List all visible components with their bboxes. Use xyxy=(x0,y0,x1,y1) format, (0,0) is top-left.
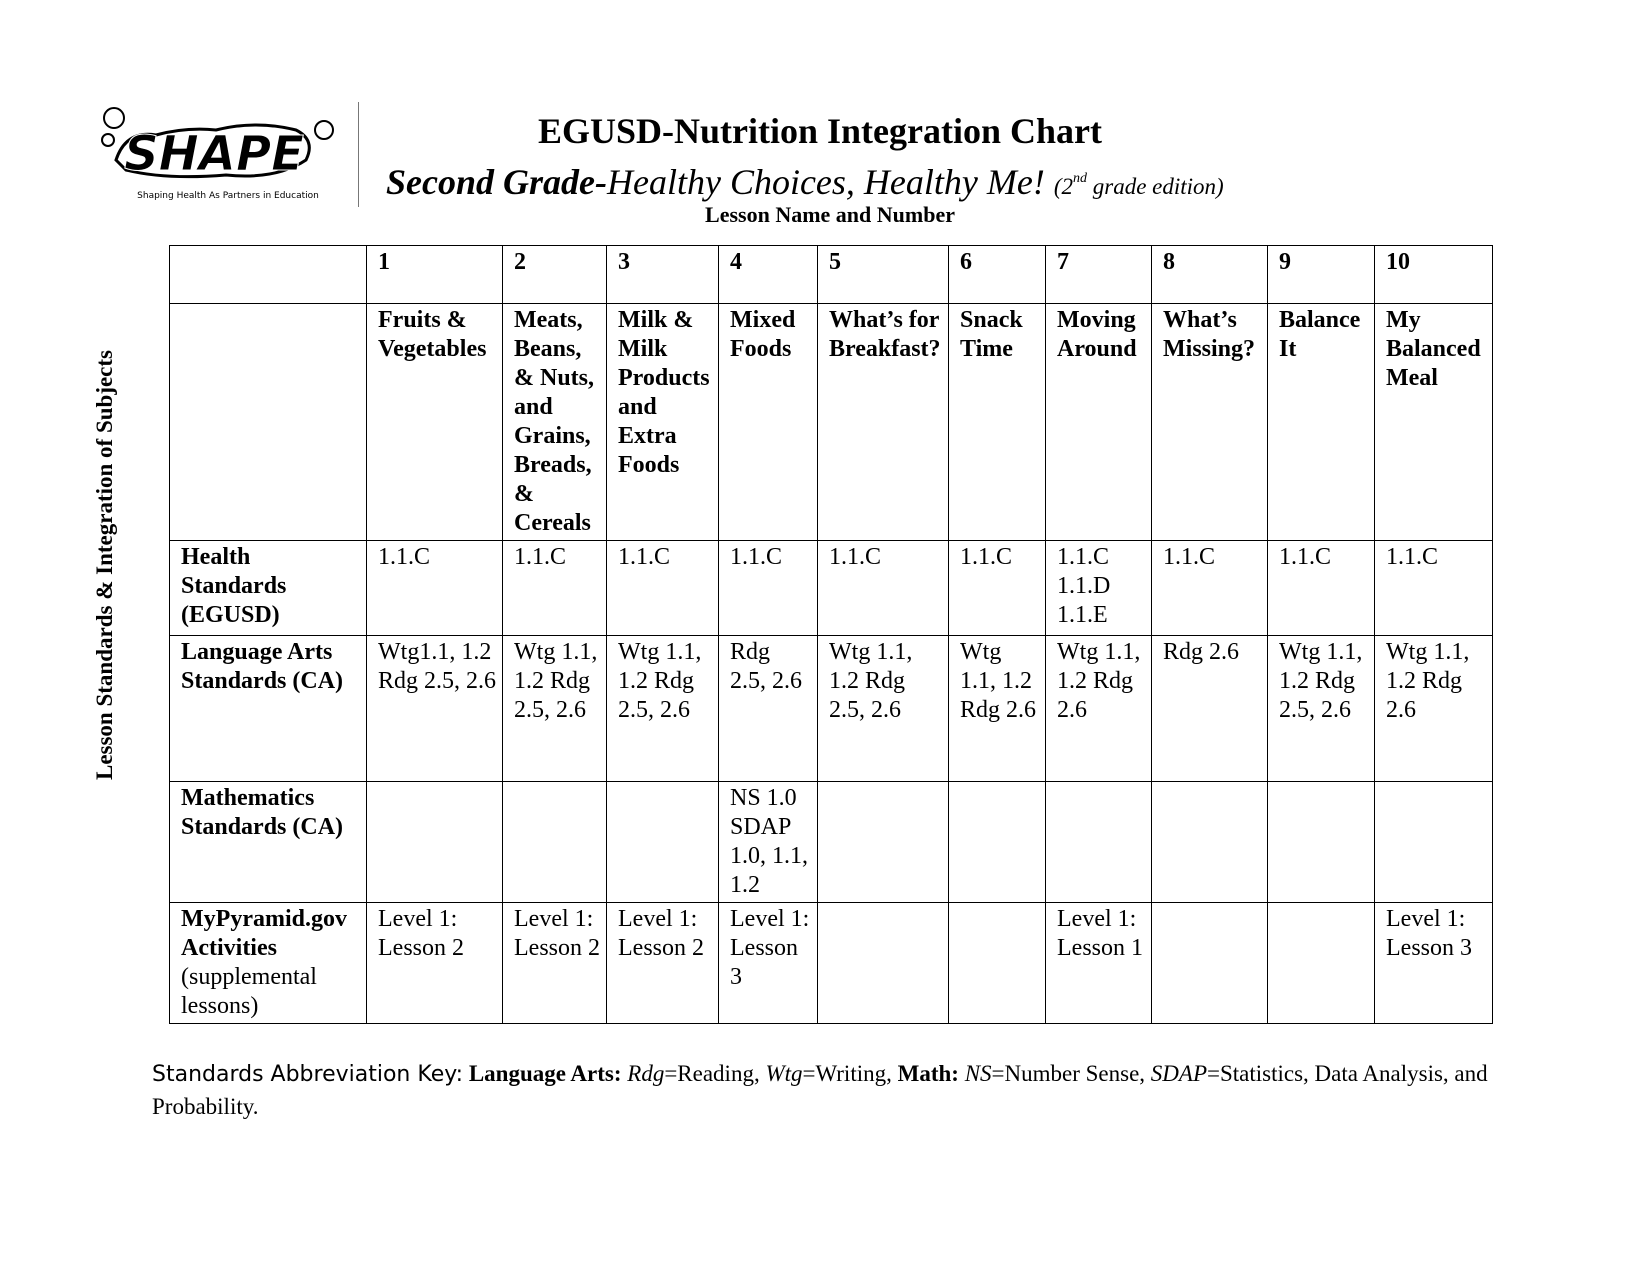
lesson-name: Fruits & Vegetables xyxy=(367,304,503,541)
lesson-heading: Lesson Name and Number xyxy=(705,202,955,227)
mypyramid-cell: Level 1: Lesson 2 xyxy=(503,903,607,1024)
lesson-number: 8 xyxy=(1152,246,1268,304)
key-ns-text: =Number Sense, xyxy=(991,1061,1151,1086)
subtitle-theme: Healthy Choices, Healthy Me! xyxy=(606,162,1045,202)
language-arts-cell: Wtg 1.1, 1.2 Rdg 2.5, 2.6 xyxy=(1268,636,1375,782)
math-cell xyxy=(1152,782,1268,903)
mypyramid-row xyxy=(170,903,1493,1024)
health-cell: 1.1.C xyxy=(1152,541,1268,636)
lesson-number: 3 xyxy=(607,246,719,304)
health-cell: 1.1.C xyxy=(949,541,1046,636)
math-cell: NS 1.0 SDAP 1.0, 1.1, 1.2 xyxy=(719,782,818,903)
language-arts-cell: Wtg 1.1, 1.2 Rdg 2.6 xyxy=(949,636,1046,782)
key-rdg-text: =Reading, xyxy=(664,1061,766,1086)
key-wtg-text: =Writing, xyxy=(802,1061,898,1086)
page-title: EGUSD-Nutrition Integration Chart xyxy=(538,111,1102,151)
subtitle-edition: (2nd grade edition) xyxy=(1053,171,1224,199)
chef-hat-icon xyxy=(104,108,124,128)
logo-divider xyxy=(358,102,359,207)
math-cell xyxy=(1046,782,1152,903)
health-cell: 1.1.C xyxy=(1268,541,1375,636)
lesson-name: My Balanced Meal xyxy=(1375,304,1493,541)
mypyramid-cell: Level 1: Lesson 2 xyxy=(367,903,503,1024)
key-sdap-abbr: SDAP xyxy=(1150,1061,1207,1086)
mypyramid-row-note: (supplemental lessons) xyxy=(181,964,317,1019)
math-cell xyxy=(367,782,503,903)
blank-cell xyxy=(170,304,367,541)
math-cell xyxy=(1375,782,1493,903)
page-subtitle xyxy=(386,158,1386,208)
language-arts-row-header: Language Arts Standards (CA) xyxy=(170,636,367,782)
mypyramid-cell xyxy=(818,903,949,1024)
integration-table xyxy=(169,245,1493,1024)
key-sdap-text: =Statistics, Data Analysis, and Probability. xyxy=(152,1061,1488,1119)
health-cell: 1.1.C xyxy=(818,541,949,636)
shape-logo-tagline: Shaping Health As Partners in Education xyxy=(137,191,319,201)
key-wtg-abbr: Wtg xyxy=(765,1061,803,1086)
subtitle-grade: Second Grade- xyxy=(386,162,607,202)
lesson-number: 1 xyxy=(367,246,503,304)
shape-logo-text: SHAPE xyxy=(124,126,304,182)
corner-cell xyxy=(170,246,367,304)
language-arts-cell: Wtg 1.1, 1.2 Rdg 2.5, 2.6 xyxy=(503,636,607,782)
math-cell xyxy=(949,782,1046,903)
health-cell: 1.1.C 1.1.D 1.1.E xyxy=(1046,541,1152,636)
side-label: Lesson Standards & Integration of Subjects xyxy=(92,350,117,781)
mypyramid-cell xyxy=(1152,903,1268,1024)
lesson-number: 5 xyxy=(818,246,949,304)
shape-logo xyxy=(96,100,356,210)
math-cell xyxy=(818,782,949,903)
mypyramid-row-title: MyPyramid.gov Activities xyxy=(181,906,347,961)
language-arts-cell: Rdg 2.6 xyxy=(1152,636,1268,782)
mypyramid-cell: Level 1: Lesson 3 xyxy=(719,903,818,1024)
key-label: Standards Abbreviation Key: xyxy=(152,1062,464,1087)
lesson-number: 7 xyxy=(1046,246,1152,304)
math-row-header: Mathematics Standards (CA) xyxy=(170,782,367,903)
lesson-name: Moving Around xyxy=(1046,304,1152,541)
mypyramid-cell xyxy=(949,903,1046,1024)
math-cell xyxy=(607,782,719,903)
health-cell: 1.1.C xyxy=(503,541,607,636)
language-arts-cell: Wtg1.1, 1.2 Rdg 2.5, 2.6 xyxy=(367,636,503,782)
language-arts-cell: Wtg 1.1, 1.2 Rdg 2.6 xyxy=(1375,636,1493,782)
health-cell: 1.1.C xyxy=(1375,541,1493,636)
language-arts-cell: Rdg 2.5, 2.6 xyxy=(719,636,818,782)
lesson-name: What’s for Breakfast? xyxy=(818,304,949,541)
health-row xyxy=(170,541,1493,636)
health-row-header: Health Standards (EGUSD) xyxy=(170,541,367,636)
language-arts-cell: Wtg 1.1, 1.2 Rdg 2.6 xyxy=(1046,636,1152,782)
lesson-number: 2 xyxy=(503,246,607,304)
ball-icon xyxy=(315,121,333,139)
lesson-name: Meats, Beans, & Nuts, and Grains, Breads, & Cereals xyxy=(503,304,607,541)
lesson-number: 6 xyxy=(949,246,1046,304)
language-arts-row xyxy=(170,636,1493,782)
math-cell xyxy=(1268,782,1375,903)
lesson-name: Mixed Foods xyxy=(719,304,818,541)
health-cell: 1.1.C xyxy=(367,541,503,636)
lesson-name: Balance It xyxy=(1268,304,1375,541)
health-cell: 1.1.C xyxy=(719,541,818,636)
lesson-name: Snack Time xyxy=(949,304,1046,541)
lesson-number: 9 xyxy=(1268,246,1375,304)
number-row xyxy=(170,246,1493,304)
key-rdg-abbr: Rdg xyxy=(627,1061,665,1086)
mypyramid-row-header xyxy=(170,903,367,1024)
mypyramid-cell: Level 1: Lesson 2 xyxy=(607,903,719,1024)
lesson-number: 10 xyxy=(1375,246,1493,304)
lesson-name: Milk & Milk Products and Extra Foods xyxy=(607,304,719,541)
shape-logo-graphic xyxy=(96,100,356,210)
language-arts-cell: Wtg 1.1, 1.2 Rdg 2.5, 2.6 xyxy=(607,636,719,782)
lesson-number: 4 xyxy=(719,246,818,304)
abbreviation-key xyxy=(152,1058,1492,1123)
math-row xyxy=(170,782,1493,903)
key-math-label: Math: xyxy=(897,1061,959,1086)
mypyramid-cell: Level 1: Lesson 3 xyxy=(1375,903,1493,1024)
health-cell: 1.1.C xyxy=(607,541,719,636)
mypyramid-cell xyxy=(1268,903,1375,1024)
lesson-name-row xyxy=(170,304,1493,541)
key-ns-abbr: NS xyxy=(964,1061,992,1086)
mypyramid-cell: Level 1: Lesson 1 xyxy=(1046,903,1152,1024)
language-arts-cell: Wtg 1.1, 1.2 Rdg 2.5, 2.6 xyxy=(818,636,949,782)
key-language-arts-label: Language Arts: xyxy=(468,1061,622,1086)
math-cell xyxy=(503,782,607,903)
lesson-name: What’s Missing? xyxy=(1152,304,1268,541)
